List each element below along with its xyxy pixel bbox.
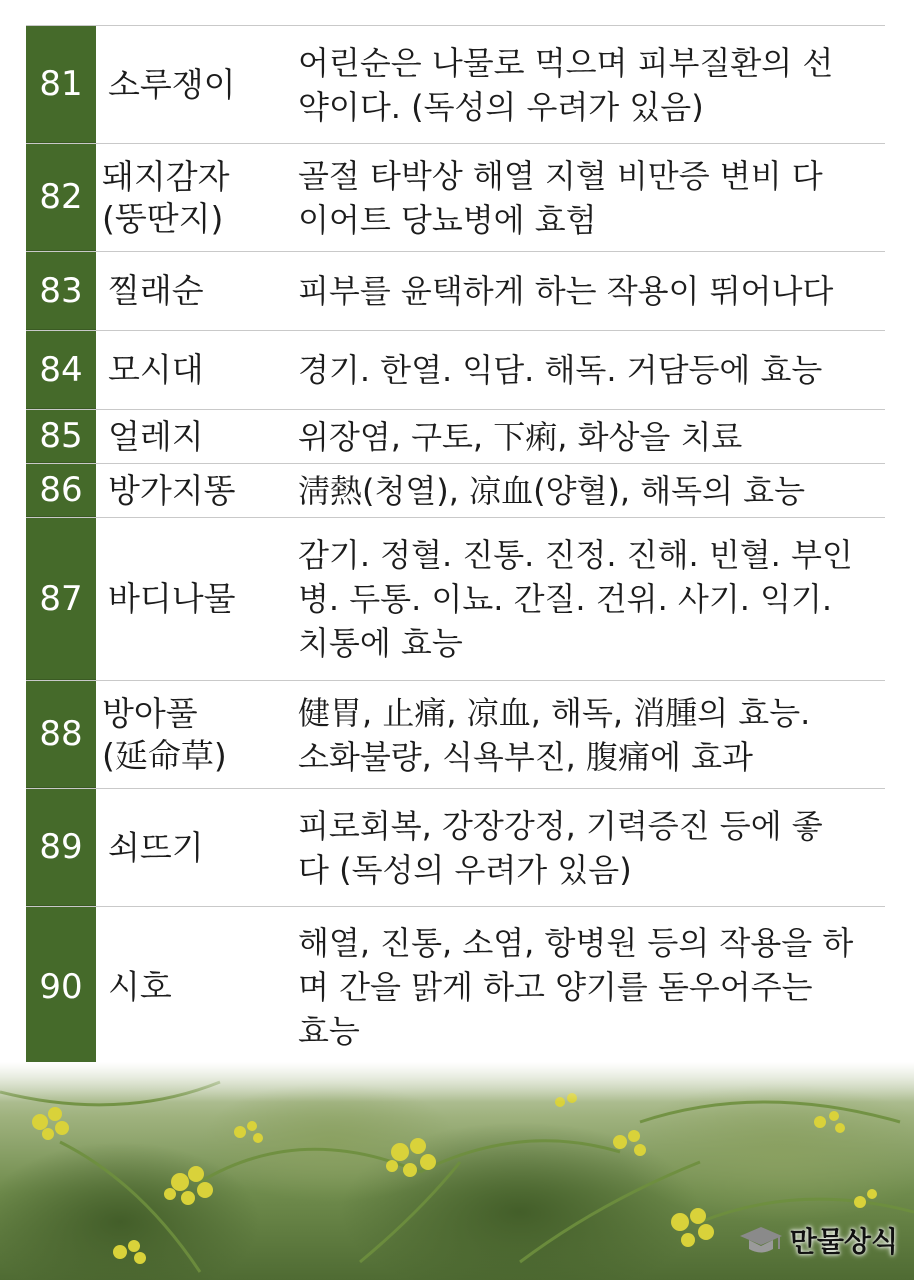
herb-description [296, 410, 885, 463]
row-number: 89 [26, 789, 96, 906]
table-row [26, 907, 885, 1068]
description-line: 병. 두통. 이뇨. 간질. 건위. 사기. 익기. [298, 580, 833, 618]
description-line: 약이다. (독성의 우려가 있음) [298, 87, 704, 126]
table-row [26, 252, 885, 331]
table-row [26, 410, 885, 464]
herb-table [26, 25, 885, 1068]
description-line: 피부를 윤택하게 하는 작용이 뛰어나다 [298, 272, 834, 310]
herb-description [296, 464, 885, 517]
row-number: 85 [26, 410, 96, 463]
herb-description [296, 681, 885, 788]
herb-name: 방가지똥 [108, 470, 236, 510]
herb-description [296, 518, 885, 680]
description-line: 경기. 한열. 익담. 해독. 거담등에 효능 [298, 351, 823, 389]
row-number: 90 [26, 907, 96, 1067]
description-line: 피로회복, 강장강정, 기력증진 등에 좋 [298, 806, 823, 845]
herb-name: 얼레지 [108, 416, 204, 456]
description-line: 치통에 효능 [298, 624, 463, 662]
description-line: 어린순은 나물로 먹으며 피부질환의 선 [298, 43, 834, 82]
table-row [26, 144, 885, 252]
description-line: 健胃, 止痛, 凉血, 해독, 消腫의 효능. [298, 693, 811, 732]
herb-name: 돼지감자 (뚱딴지) [102, 156, 230, 238]
herb-description [296, 331, 885, 409]
row-number: 87 [26, 518, 96, 680]
photo-top-fade [0, 1062, 914, 1102]
table-row [26, 464, 885, 518]
description-line: 골절 타박상 해열 지혈 비만증 변비 다 [298, 156, 823, 195]
description-line: 淸熱(청열), 凉血(양혈), 해독의 효능 [298, 471, 806, 510]
row-number: 81 [26, 26, 96, 143]
row-number: 82 [26, 144, 96, 251]
herb-description [296, 789, 885, 906]
description-line: 다 (독성의 우려가 있음) [298, 850, 632, 889]
brand-logo-text: 만물상식 [789, 1225, 898, 1258]
table-row [26, 331, 885, 410]
description-line: 이어트 당뇨병에 효험 [298, 200, 597, 239]
description-line: 해열, 진통, 소염, 항병원 등의 작용을 하 [298, 924, 854, 962]
herb-description [296, 26, 885, 143]
row-number: 84 [26, 331, 96, 409]
herb-name: 찔래순 [108, 271, 204, 310]
row-number: 88 [26, 681, 96, 788]
description-line: 며 간을 맑게 하고 양기를 돋우어주는 [298, 968, 813, 1006]
herb-name: 쇠뜨기 [108, 827, 204, 867]
flower-photo [0, 1062, 914, 1280]
description-line: 감기. 정혈. 진통. 진정. 진해. 빈혈. 부인 [298, 536, 853, 574]
description-line: 효능 [298, 1012, 360, 1050]
description-line: 위장염, 구토, 下痢, 화상을 치료 [298, 417, 743, 456]
graduation-cap-icon [738, 1223, 784, 1257]
row-number: 86 [26, 464, 96, 517]
herb-name: 소루쟁이 [108, 64, 236, 104]
table-row [26, 789, 885, 907]
herb-name: 모시대 [108, 350, 204, 389]
herb-description [296, 252, 885, 330]
herb-name: 시호 [108, 967, 172, 1006]
table-row [26, 681, 885, 789]
brand-logo [738, 1220, 898, 1260]
herb-description [296, 144, 885, 251]
row-number: 83 [26, 252, 96, 330]
herb-name: 바디나물 [108, 579, 236, 618]
herb-name: 방아풀 (延命草) [102, 693, 227, 775]
description-line: 소화불량, 식욕부진, 腹痛에 효과 [298, 737, 753, 776]
table-row [26, 518, 885, 681]
herb-description [296, 907, 885, 1067]
table-row [26, 25, 885, 144]
